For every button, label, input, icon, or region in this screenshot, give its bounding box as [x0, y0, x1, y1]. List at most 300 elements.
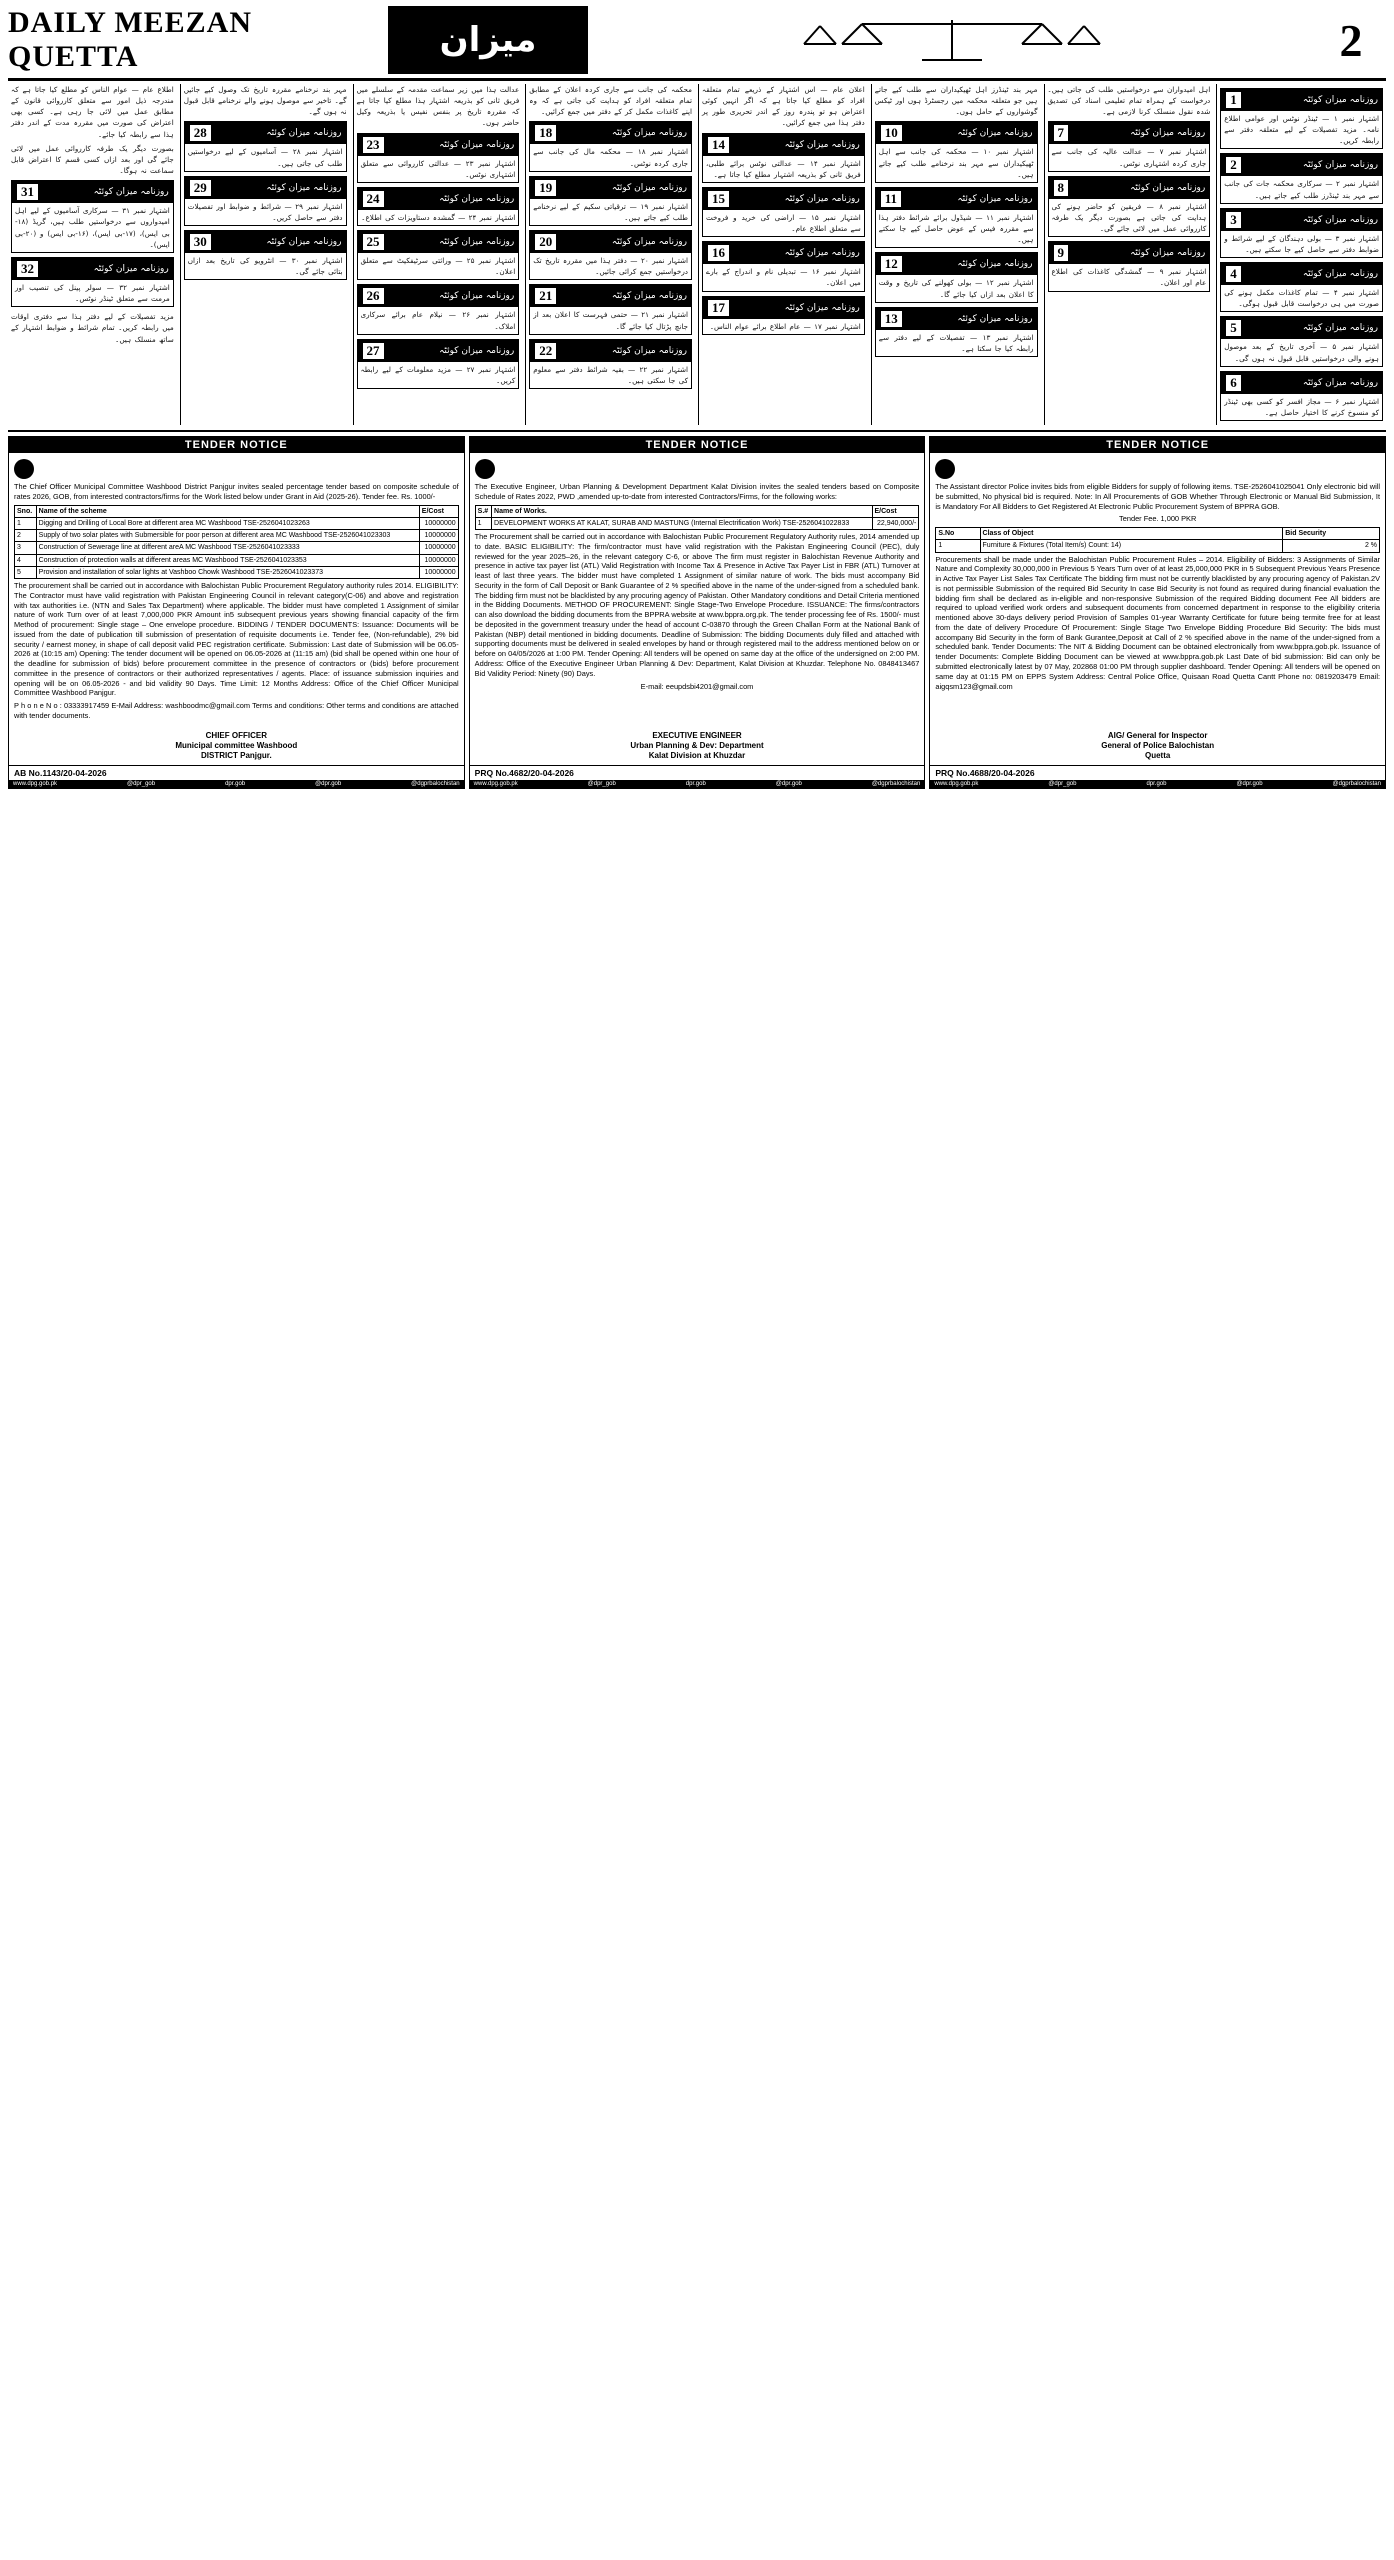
ad-28-body — [185, 144, 346, 170]
ad-11-number: 11 — [880, 190, 902, 208]
ad-16-text: اشتہار نمبر ۱۶ — تبدیلی نام و اندراج کے بارے میں اعلان۔ — [706, 267, 861, 288]
ad-25 — [357, 230, 520, 280]
website-link[interactable]: www.dpg.gob.pk — [13, 780, 58, 787]
signature-line-3: Quetta — [1145, 751, 1171, 761]
tender-police-prq: PRQ No.4688/20-04-2026 — [930, 765, 1385, 780]
ad-32-text: اشتہار نمبر ۳۲ — سولر پینل کی تنصیب اور مرمت سے متعلق ٹینڈر نوٹس۔ — [15, 282, 170, 304]
masthead-logo-urdu: میزان — [439, 20, 537, 60]
cell-sno: 1 — [936, 540, 980, 552]
tender-kalat-header: TENDER NOTICE — [470, 437, 925, 453]
ad-32-header — [12, 258, 173, 280]
ad-20-body — [530, 253, 691, 279]
ad-26-header — [358, 285, 519, 307]
ad-17 — [702, 296, 865, 335]
tender-kalat-table — [475, 505, 920, 530]
tender-kalat-prq: PRQ No.4682/20-04-2026 — [470, 765, 925, 780]
ad-22-body — [530, 362, 691, 388]
column-5 — [525, 84, 695, 425]
tender-kalat-intro: The Executive Engineer, Urban Planning & Development Department Kalat Division invites the sealed tenders based on Composite Schedule of Rates 2022, PWD ,amended up-to-date from interested Contractors/Firms, for the following works: — [474, 482, 920, 501]
ad-32 — [11, 257, 174, 307]
ad-5-text: اشتہار نمبر ۵ — آخری تاریخ کے بعد موصول ہونے والی درخواستیں قابل قبول نہ ہوں گی۔ — [1224, 342, 1379, 363]
tender-police-signature — [930, 728, 1385, 765]
tender-kalat-social-bar — [470, 780, 925, 788]
government-seal-icon — [475, 459, 495, 479]
ad-8-label: روزنامہ میزان کوئٹہ — [1130, 182, 1206, 193]
col-cost: E/Cost — [872, 505, 919, 517]
ad-31-header — [12, 181, 173, 203]
table-row — [936, 540, 1380, 552]
ad-8-header — [1049, 177, 1210, 199]
ad-17-text: اشتہار نمبر ۱۷ — عام اطلاع برائے عوام الناس۔ — [709, 321, 861, 331]
ad-7-header — [1049, 122, 1210, 144]
ad-3-label: روزنامہ میزان کوئٹہ — [1302, 214, 1378, 225]
ad-12-header — [876, 253, 1037, 275]
tender-police-logo-row — [935, 459, 1380, 479]
col-bid-security: Bid Security — [1283, 528, 1380, 540]
ad-1-text: اشتہار نمبر ۱ — ٹینڈر نوٹس اور عوامی اطلاع نامہ۔ مزید تفصیلات کے لیے متعلقہ دفتر سے رابطہ کریں۔ — [1224, 114, 1380, 146]
ad-26-body — [358, 307, 519, 333]
cell-cost: 10000000 — [419, 517, 458, 529]
cell-bid-security: 2 % — [1283, 540, 1380, 552]
ad-11-body — [876, 210, 1037, 247]
column-7-text — [184, 84, 347, 117]
ad-20-text: اشتہار نمبر ۲۰ — دفتر ہذا میں مقررہ تاریخ تک درخواستیں جمع کرائی جائیں۔ — [533, 256, 689, 277]
ad-22-header — [530, 340, 691, 362]
ad-11-label: روزنامہ میزان کوئٹہ — [957, 193, 1033, 204]
ad-14-label: روزنامہ میزان کوئٹہ — [784, 139, 860, 150]
website-link[interactable]: www.dpg.gob.pk — [934, 780, 979, 787]
ad-23 — [357, 133, 520, 183]
ad-8-text: اشتہار نمبر ۸ — فریقین کو حاضر ہونے کی ہدایت کی جاتی ہے بصورت دیگر یک طرفہ کارروائی عمل میں لائی جائے گی۔ — [1051, 201, 1207, 234]
ad-4-body — [1221, 285, 1382, 311]
ad-29-header — [185, 177, 346, 199]
cell-cost: 10000000 — [419, 542, 458, 554]
tender-kalat-signature — [470, 728, 925, 765]
column-6 — [353, 84, 523, 425]
ad-24-text: اشتہار نمبر ۲۴ — گمشدہ دستاویزات کی اطلاع۔ — [361, 212, 516, 222]
ad-29-number: 29 — [189, 179, 212, 197]
column-8-text — [11, 84, 174, 176]
ad-3-text: اشتہار نمبر ۳ — بولی دہندگان کے لیے شرائط و ضوابط دفتر سے حاصل کیے جا سکتے ہیں۔ — [1224, 233, 1379, 254]
youtube-handle[interactable]: @dgprbalochistan — [871, 780, 921, 787]
signature-line-2: Municipal committee Washbood — [175, 741, 298, 751]
tender-washbood-body — [9, 453, 464, 728]
ad-18-number: 18 — [534, 124, 557, 142]
ad-2-label: روزنامہ میزان کوئٹہ — [1302, 160, 1378, 171]
twitter-handle[interactable]: @dpr_gob — [127, 780, 156, 787]
ad-15-label: روزنامہ میزان کوئٹہ — [784, 193, 860, 204]
ad-25-label: روزنامہ میزان کوئٹہ — [439, 237, 515, 248]
ad-27 — [357, 339, 520, 389]
tender-washbood-header: TENDER NOTICE — [9, 437, 464, 453]
scales-of-justice-icon — [588, 6, 1316, 74]
ad-17-number: 17 — [707, 299, 730, 317]
tender-washbood-conditions: The procurement shall be carried out in accordance with Balochistan Public Procurement Regulatory authority rules 2014. ELIGIBILITY: The Contractor must have valid registration with Pakistan Engineering Council in relevant category(C-06) and above and registration with tax authorities i.e. (NTN and Sales Tax Department) where applicable. The bidder must have completed 1 Assignment of similar nature of work Turn over of at least 7,000,000 PKR Amount in5 subsequent previous years showing financial capacity of the firm Method of procurement: Single stage – One envelope procedure. BIDDING / TENDER DOCUMENTS: Issuance: Documents will be issued from the date of publication till submission of presentation of requisite documents i.e. Tender fee, (Non-refundable), 2% bid security / earnest money, in shape of call deposit valid PEC registration certificate. Submission: Last date of Submission will be 06.05-2026 at (10:15 am) Opening: The tender document will be opened on 06.05-2026 at (11:15 am) (bid shall be opened within one hour of the deadline for submission of bids) before procurement committee in the presence of contractors or (bids) before procurement committee in the presence of contractors or their authorized representatives / agents. Place: of issuance submission inquiries and opening will be on 06.05-2026 - and bid validity 90 Days. Time Limit: 12 Months Address: Office of the Chief Officer Municipal Committee Washbood Panjgur. — [14, 580, 459, 698]
ad-16-label: روزنامہ میزان کوئٹہ — [784, 248, 860, 259]
youtube-handle[interactable]: @dgprbalochistan — [1332, 780, 1381, 787]
instagram-handle[interactable]: @dpr.gob — [315, 780, 342, 787]
ad-2-body — [1221, 176, 1382, 202]
ad-11-header — [876, 188, 1037, 210]
ad-9-number: 9 — [1053, 244, 1070, 262]
ad-25-body — [358, 253, 519, 279]
column-8-text-2 — [11, 311, 174, 344]
ad-16-body — [703, 264, 864, 290]
instagram-handle[interactable]: @dpr.gob — [775, 780, 802, 787]
column-2-text — [1048, 84, 1211, 117]
ad-11-text: اشتہار نمبر ۱۱ — شیڈول برائے شرائط دفتر ہذا سے مقررہ فیس کے عوض حاصل کیے جا سکتے ہیں۔ — [878, 212, 1034, 245]
ad-4-text: اشتہار نمبر ۴ — تمام کاغذات مکمل ہونے کی صورت میں ہی درخواست قابل قبول ہوگی۔ — [1224, 288, 1379, 309]
ad-29-body — [185, 199, 346, 225]
tender-kalat-contact[interactable]: E-mail: eeupdsbi4201@gmail.com — [640, 681, 754, 691]
ad-5-header — [1221, 317, 1382, 339]
ad-10-label: روزنامہ میزان کوئٹہ — [957, 128, 1033, 139]
tender-police-conditions: Procurements shall be made under the Balochistan Public Procurement Rules – 2014. Eligibility of Bidders: 3 Assignments of Similar Nature and Complexity 30,000,000 in Previous 5 Years Turn over of at least 25,000,000 PKR in 5 Subsequent Previous Years Presence in Active Tax Payer List Sales Tax Certificate The bidding firm must not be currently blacklisted by any procuring agency of Pakistan.2V is not permissible Submission of the required Bid Security In case Bid Security is not found as required during financial evaluation the bidding firm shall be declared as in-eligible and non-responsive Submission of the required Bidding document Fee All bidders are required to upload verified work orders and subsequent documents from concerned department in response to the eligibility criteria mentioned above 30-days delivery period Provision of Samples 01-year Warranty Certificate for future being termite free for at least from the date of delivery Procedure Of Procurement: Single Stage Two Envelope Bidding Procedure Bid Security: The bids must accompany Bid Security in the form of Bank Gurantee,Deposit at Call of 2 % specified above in the name of the under-signed from a scheduled bank. Tender Documents: The NIT & Bidding Document can be obtained electronically from www.bppra.gob.pk. Issuance of tender Documents: Complete Bidding Document can be viewed at www.bppra.gob.pk Last Date of bid submission: Bid can only be submitted electronically latest by 07 May, 202868 01:00 PM through supplier dashboard. Tender Opening: All tenders will be opened on same day at 01:15 PM on EPPS System Address: Central Police Office, Quisaan Road Quetta Cantt Phone no: 0819203479 Email: aigqsm123@gmail.com — [935, 554, 1381, 691]
youtube-handle[interactable]: @dgprbalochistan — [411, 780, 460, 787]
ad-6-body — [1221, 394, 1382, 420]
ad-2-header — [1221, 154, 1382, 176]
ad-8-number: 8 — [1053, 179, 1070, 197]
ad-32-body — [12, 280, 173, 306]
ad-1-number: 1 — [1225, 91, 1242, 109]
ad-3 — [1220, 208, 1383, 258]
ad-9-text: اشتہار نمبر ۹ — گمشدگی کاغذات کی اطلاع عام اور اعلان۔ — [1051, 267, 1207, 288]
ad-5 — [1220, 316, 1383, 366]
tender-washbood-prq: AB No.1143/20-04-2026 — [9, 765, 464, 780]
ad-14 — [702, 133, 865, 183]
tender-police-body — [930, 453, 1385, 728]
ad-2 — [1220, 153, 1383, 203]
cell-scheme: Provision and installation of solar lights at Vashboo Chowk Washbood TSE-2526041023373 — [36, 566, 419, 578]
ad-29-label: روزنامہ میزان کوئٹہ — [266, 182, 342, 193]
ad-15-body — [703, 210, 864, 236]
col-works: Name of Works. — [492, 505, 872, 517]
ad-28 — [184, 121, 347, 171]
signature-line-1: CHIEF OFFICER — [205, 730, 267, 740]
ad-15-text: اشتہار نمبر ۱۵ — اراضی کی خرید و فروخت سے متعلق اطلاع عام۔ — [706, 212, 861, 234]
ad-30-header — [185, 231, 346, 253]
ad-21-label: روزنامہ میزان کوئٹہ — [611, 291, 687, 302]
filler-text: اطلاع عام — عوام الناس کو مطلع کیا جاتا ہے کہ مندرجہ ذیل امور سے متعلق کارروائی قانون کے مطابق عمل میں لائی جا رہی ہے۔ کسی بھی اعتراض کی صورت میں مقررہ مدت کے اندر دفتر ہذا سے رابطہ کیا جائے۔ — [11, 85, 174, 139]
ad-6-number: 6 — [1225, 374, 1242, 392]
ad-26-number: 26 — [362, 287, 385, 305]
ad-18-text: اشتہار نمبر ۱۸ — محکمہ مال کی جانب سے جاری کردہ نوٹس۔ — [533, 147, 689, 168]
ad-18 — [529, 121, 692, 171]
ad-27-body — [358, 362, 519, 388]
masthead-title-block — [8, 6, 388, 74]
facebook-handle[interactable]: dpr.gob — [225, 780, 246, 787]
table-header-row — [475, 505, 919, 517]
tender-police-social-bar — [930, 780, 1385, 788]
column-5-text — [529, 84, 692, 117]
ad-20-header — [530, 231, 691, 253]
tender-washbood-signature — [9, 728, 464, 765]
filler-text: اعلان عام — اس اشتہار کے ذریعے تمام متعلقہ افراد کو مطلع کیا جاتا ہے کہ اگر انہیں کوئی اعتراض ہو تو پندرہ روز کے اندر تحریری طور پر دفتر ہذا میں جمع کرائیں۔ — [702, 85, 865, 128]
filler-text: بصورت دیگر یک طرفہ کارروائی عمل میں لائی جائے گی اور بعد ازاں کسی قسم کا اعتراض قابل سماعت نہ ہوگا۔ — [11, 143, 174, 176]
table-row — [15, 517, 459, 529]
ad-9-header — [1049, 242, 1210, 264]
ad-7-number: 7 — [1053, 124, 1070, 142]
ad-15-header — [703, 188, 864, 210]
tender-washbood-logo-row — [14, 459, 459, 479]
ad-4-header — [1221, 263, 1382, 285]
column-2 — [1044, 84, 1214, 425]
ad-7-text: اشتہار نمبر ۷ — عدالت عالیہ کی جانب سے جاری کردہ اشتہاری نوٹس۔ — [1051, 147, 1207, 168]
ad-7-body — [1049, 144, 1210, 170]
ad-5-body — [1221, 339, 1382, 365]
table-row — [15, 566, 459, 578]
ad-12-text: اشتہار نمبر ۱۲ — بولی کھولنے کی تاریخ و وقت کا اعلان بعد ازاں کیا جائے گا۔ — [878, 278, 1034, 299]
tender-notice-police — [929, 436, 1386, 789]
ad-26-text: اشتہار نمبر ۲۶ — نیلام عام برائے سرکاری املاک۔ — [360, 310, 516, 331]
facebook-handle[interactable]: dpr.gob — [685, 780, 706, 787]
ad-24 — [357, 187, 520, 226]
tender-notice-washbood — [8, 436, 465, 789]
ad-9-body — [1049, 264, 1210, 290]
ad-22 — [529, 339, 692, 389]
ad-19-label: روزنامہ میزان کوئٹہ — [611, 182, 687, 193]
ad-24-header — [358, 188, 519, 210]
cell-object: Furniture & Fixtures (Total Item/s) Count: 14) — [980, 540, 1283, 552]
ad-13 — [875, 307, 1038, 357]
classified-columns — [8, 84, 1386, 425]
signature-line-2: General of Police Balochistan — [1101, 741, 1215, 751]
ad-1-header — [1221, 89, 1382, 111]
ad-28-text: اشتہار نمبر ۲۸ — آسامیوں کے لیے درخواستیں طلب کی جاتی ہیں۔ — [187, 147, 343, 168]
table-row — [15, 530, 459, 542]
ad-2-text: اشتہار نمبر ۲ — سرکاری محکمہ جات کی جانب سے مہر بند ٹینڈرز طلب کیے جاتے ہیں۔ — [1224, 179, 1380, 200]
ad-12-body — [876, 275, 1037, 301]
police-emblem-icon — [935, 459, 955, 479]
ad-23-number: 23 — [362, 136, 385, 154]
ad-10-text: اشتہار نمبر ۱۰ — محکمہ کی جانب سے اہل ٹھیکیداران سے مہر بند نرخنامے طلب کیے جاتے ہیں۔ — [878, 147, 1034, 179]
ad-32-number: 32 — [16, 260, 39, 278]
ad-30 — [184, 230, 347, 280]
ad-19-header — [530, 177, 691, 199]
ad-15-number: 15 — [707, 190, 730, 208]
ad-29 — [184, 176, 347, 226]
signature-line-1: AIG/ General for Inspector — [1107, 730, 1208, 740]
ad-28-number: 28 — [189, 124, 212, 142]
cell-cost: 22,940,000/- — [872, 517, 919, 529]
tender-kalat-body — [470, 453, 925, 728]
ad-10-header — [876, 122, 1037, 144]
ad-17-header — [703, 297, 864, 319]
twitter-handle[interactable]: @dpr_gob — [587, 780, 616, 787]
signature-line-2: Urban Planning & Dev: Department — [630, 741, 764, 751]
col-sno: S.No — [936, 528, 980, 540]
col-sno: S.# — [475, 505, 491, 517]
column-4 — [698, 84, 868, 425]
filler-text: مہر بند نرخنامے مقررہ تاریخ تک وصول کیے جائیں گے۔ تاخیر سے موصول ہونے والے نرخنامے قابل قبول نہ ہوں گے۔ — [183, 85, 347, 117]
cell-scheme: Supply of two solar plates with Submersible for poor person at different area MC Washbood TSE-2526041023303 — [36, 530, 419, 542]
tender-washbood-contact: P h o n e N o : 03333917459 E-Mail Address: washboodmc@gmail.com Terms and conditions: Other terms and conditions are attached with tender documents. — [14, 701, 459, 720]
column-3 — [871, 84, 1041, 425]
ad-14-number: 14 — [707, 136, 730, 154]
ad-7-label: روزنامہ میزان کوئٹہ — [1130, 128, 1206, 139]
col-sno: Sno. — [15, 505, 37, 517]
ad-4-label: روزنامہ میزان کوئٹہ — [1302, 269, 1378, 280]
table-header-row — [936, 528, 1380, 540]
ad-28-label: روزنامہ میزان کوئٹہ — [266, 128, 342, 139]
ad-24-label: روزنامہ میزان کوئٹہ — [439, 193, 515, 204]
ad-23-text: اشتہار نمبر ۲۳ — عدالتی کارروائی سے متعلق اشتہاری نوٹس۔ — [360, 158, 516, 179]
signature-line-3: DISTRICT Panjgur. — [201, 751, 272, 761]
filler-text: مزید تفصیلات کے لیے دفتر ہذا سے دفتری اوقات میں رابطہ کریں۔ تمام شرائط و ضوابط اشتہار کے ساتھ منسلک ہیں۔ — [11, 312, 174, 344]
ad-31 — [11, 180, 174, 253]
ad-10-body — [876, 144, 1037, 181]
cell-works: DEVELOPMENT WORKS AT KALAT, SURAB AND MASTUNG (Internal Electrification Work) TSE-2526041022833 — [492, 517, 872, 529]
ad-3-number: 3 — [1225, 211, 1242, 229]
ad-13-body — [876, 330, 1037, 356]
masthead-logo — [388, 6, 588, 74]
ad-27-label: روزنامہ میزان کوئٹہ — [439, 345, 515, 356]
cell-scheme: Digging and Drilling of Local Bore at different area MC Washbood TSE-2526041023263 — [36, 517, 419, 529]
ad-23-body — [358, 156, 519, 182]
ad-16 — [702, 241, 865, 291]
ad-28-header — [185, 122, 346, 144]
cell-cost: 10000000 — [419, 530, 458, 542]
ad-4-number: 4 — [1225, 265, 1242, 283]
signature-line-3: Kalat Division at Khuzdar — [648, 751, 746, 761]
ad-5-number: 5 — [1225, 319, 1242, 337]
tender-police-table — [935, 527, 1380, 552]
cell-cost: 10000000 — [419, 566, 458, 578]
ad-19-number: 19 — [534, 179, 557, 197]
col-cost: E/Cost — [419, 505, 458, 517]
ad-27-header — [358, 340, 519, 362]
ad-31-text: اشتہار نمبر ۳۱ — سرکاری آسامیوں کے لیے اہل امیدواروں سے درخواستیں طلب ہیں، گریڈ (۱۸-بی ایس)، (۱۷-بی ایس)، (۱۶-بی ایس) و (۲۰-بی ایس)۔ — [15, 206, 170, 249]
ad-2-number: 2 — [1225, 156, 1242, 174]
ad-15 — [702, 187, 865, 237]
ad-21 — [529, 284, 692, 334]
ad-13-number: 13 — [880, 310, 903, 328]
ad-12-number: 12 — [880, 255, 903, 273]
column-1 — [1216, 84, 1386, 425]
ad-6-text: اشتہار نمبر ۶ — مجاز افسر کو کسی بھی ٹینڈر کو منسوخ کرنے کا اختیار حاصل ہے۔ — [1224, 396, 1379, 417]
ad-19-text: اشتہار نمبر ۱۹ — ترقیاتی سکیم کے لیے نرخنامے طلب کیے جاتے ہیں۔ — [533, 201, 689, 222]
ad-20-label: روزنامہ میزان کوئٹہ — [611, 237, 687, 248]
filler-text: محکمہ کی جانب سے جاری کردہ اعلان کے مطابق تمام متعلقہ افراد کو ہدایت کی جاتی ہے کہ وہ اپنے کاغذات مکمل کر کے دفتر میں جمع کرائیں۔ — [529, 85, 692, 117]
ad-12-label: روزنامہ میزان کوئٹہ — [957, 259, 1033, 270]
ad-6 — [1220, 371, 1383, 421]
ad-13-label: روزنامہ میزان کوئٹہ — [957, 313, 1033, 324]
ad-6-label: روزنامہ میزان کوئٹہ — [1302, 377, 1378, 388]
cell-sno: 4 — [15, 554, 37, 566]
ad-18-label: روزنامہ میزان کوئٹہ — [611, 128, 687, 139]
ad-13-text: اشتہار نمبر ۱۳ — تفصیلات کے لیے دفتر سے رابطہ کیا جا سکتا ہے۔ — [878, 332, 1034, 353]
ad-22-text: اشتہار نمبر ۲۲ — بقیہ شرائط دفتر سے معلوم کی جا سکتی ہیں۔ — [533, 364, 688, 385]
ad-9-label: روزنامہ میزان کوئٹہ — [1130, 248, 1206, 259]
table-header-row — [15, 505, 459, 517]
ad-1-body — [1221, 111, 1382, 148]
ad-1-label: روزنامہ میزان کوئٹہ — [1302, 95, 1378, 105]
ad-11 — [875, 187, 1038, 248]
ad-10 — [875, 121, 1038, 182]
ad-14-header — [703, 134, 864, 156]
cell-sno: 5 — [15, 566, 37, 578]
ad-8 — [1048, 176, 1211, 237]
ad-14-text: اشتہار نمبر ۱۴ — عدالتی نوٹس برائے طلبی، فریق ثانی کو بذریعہ اشتہار مطلع کیا جاتا ہے۔ — [706, 158, 861, 179]
ad-1 — [1220, 88, 1383, 149]
ad-24-number: 24 — [362, 190, 385, 208]
cell-sno: 2 — [15, 530, 37, 542]
ad-17-body — [703, 319, 864, 334]
ad-5-label: روزنامہ میزان کوئٹہ — [1302, 323, 1378, 334]
tender-police-fee: Tender Fee. 1,000 PKR — [1119, 514, 1197, 524]
page-number: 2 — [1339, 14, 1363, 66]
cell-scheme: Construction of Sewerage line at different areA MC Washbood TSE-2526041023333 — [36, 542, 419, 554]
ad-20-number: 20 — [534, 233, 557, 251]
table-row — [15, 542, 459, 554]
col-object: Class of Object — [980, 528, 1283, 540]
table-row — [475, 517, 919, 529]
ad-22-label: روزنامہ میزان کوئٹہ — [611, 345, 687, 356]
ad-27-number: 27 — [362, 342, 385, 360]
page-title: DAILY MEEZAN QUETTA — [8, 6, 252, 73]
filler-text: اہل امیدواران سے درخواستیں طلب کی جاتی ہیں۔ درخواست کے ہمراہ تمام تعلیمی اسناد کی تصدیق شدہ نقول منسلک کرنا لازمی ہے۔ — [1047, 85, 1211, 117]
ad-12 — [875, 252, 1038, 302]
ad-29-text: اشتہار نمبر ۲۹ — شرائط و ضوابط اور تفصیلات دفتر سے حاصل کریں۔ — [187, 201, 343, 222]
ad-30-label: روزنامہ میزان کوئٹہ — [266, 237, 342, 248]
column-8 — [8, 84, 177, 425]
website-link[interactable]: www.dpg.gob.pk — [473, 780, 518, 787]
tender-notices — [8, 430, 1386, 789]
ad-23-header — [358, 134, 519, 156]
tender-police-header: TENDER NOTICE — [930, 437, 1385, 453]
cell-cost: 10000000 — [419, 554, 458, 566]
ad-21-body — [530, 307, 691, 333]
ad-30-text: اشتہار نمبر ۳۰ — انٹرویو کی تاریخ بعد ازاں بتائی جائے گی۔ — [187, 256, 343, 277]
twitter-handle[interactable]: @dpr_gob — [1048, 780, 1077, 787]
cell-sno: 3 — [15, 542, 37, 554]
ad-19-body — [530, 199, 691, 225]
ad-25-header — [358, 231, 519, 253]
ad-6-header — [1221, 372, 1382, 394]
column-6-text — [357, 84, 520, 129]
masthead — [8, 6, 1386, 81]
page-number-block — [1316, 6, 1386, 74]
ad-25-number: 25 — [362, 233, 385, 251]
ad-14-body — [703, 156, 864, 182]
ad-21-text: اشتہار نمبر ۲۱ — حتمی فہرست کا اعلان بعد از جانچ پڑتال کیا جائے گا۔ — [533, 310, 688, 331]
ad-30-number: 30 — [189, 233, 212, 251]
ad-27-text: اشتہار نمبر ۲۷ — مزید معلومات کے لیے رابطہ کریں۔ — [360, 364, 516, 385]
filler-text: عدالت ہذا میں زیر سماعت مقدمہ کے سلسلے میں فریق ثانی کو بذریعہ اشتہار ہذا مطلع کیا جاتا ہے کہ مقررہ تاریخ پر بنفس نفیس یا بذریعہ وکیل حاضر ہوں۔ — [356, 85, 520, 128]
ad-9 — [1048, 241, 1211, 291]
instagram-handle[interactable]: @dpr.gob — [1236, 780, 1263, 787]
table-row — [15, 554, 459, 566]
ad-21-header — [530, 285, 691, 307]
ad-16-header — [703, 242, 864, 264]
ad-20 — [529, 230, 692, 280]
ad-31-label: روزنامہ میزان کوئٹہ — [93, 187, 169, 198]
tender-washbood-intro: The Chief Officer Municipal Committee Washbood District Panjgur invites sealed percentage tender based on composite schedule of rates 2026, GOB, from interested contractors/firms for the Work listed below under Grant in Aid (2025-26). Tender fee. Rs. 1000/- — [14, 482, 459, 501]
ad-18-body — [530, 144, 691, 170]
facebook-handle[interactable]: dpr.gob — [1146, 780, 1167, 787]
cell-scheme: Construction of protection walls at different areas MC Washbood TSE-2526041023353 — [36, 554, 419, 566]
column-3-text — [875, 84, 1038, 117]
tender-washbood-table — [14, 505, 459, 579]
filler-text: مہر بند ٹینڈرز اہل ٹھیکیداران سے طلب کیے جاتے ہیں جو متعلقہ محکمہ میں رجسٹرڈ ہوں اور ٹیکس گوشواروں کے حامل ہوں۔ — [874, 85, 1038, 117]
ad-26-label: روزنامہ میزان کوئٹہ — [439, 291, 515, 302]
ad-3-header — [1221, 209, 1382, 231]
ad-7 — [1048, 121, 1211, 171]
ad-4 — [1220, 262, 1383, 312]
ad-24-body — [358, 210, 519, 225]
column-7 — [180, 84, 350, 425]
tender-kalat-logo-row — [475, 459, 920, 479]
